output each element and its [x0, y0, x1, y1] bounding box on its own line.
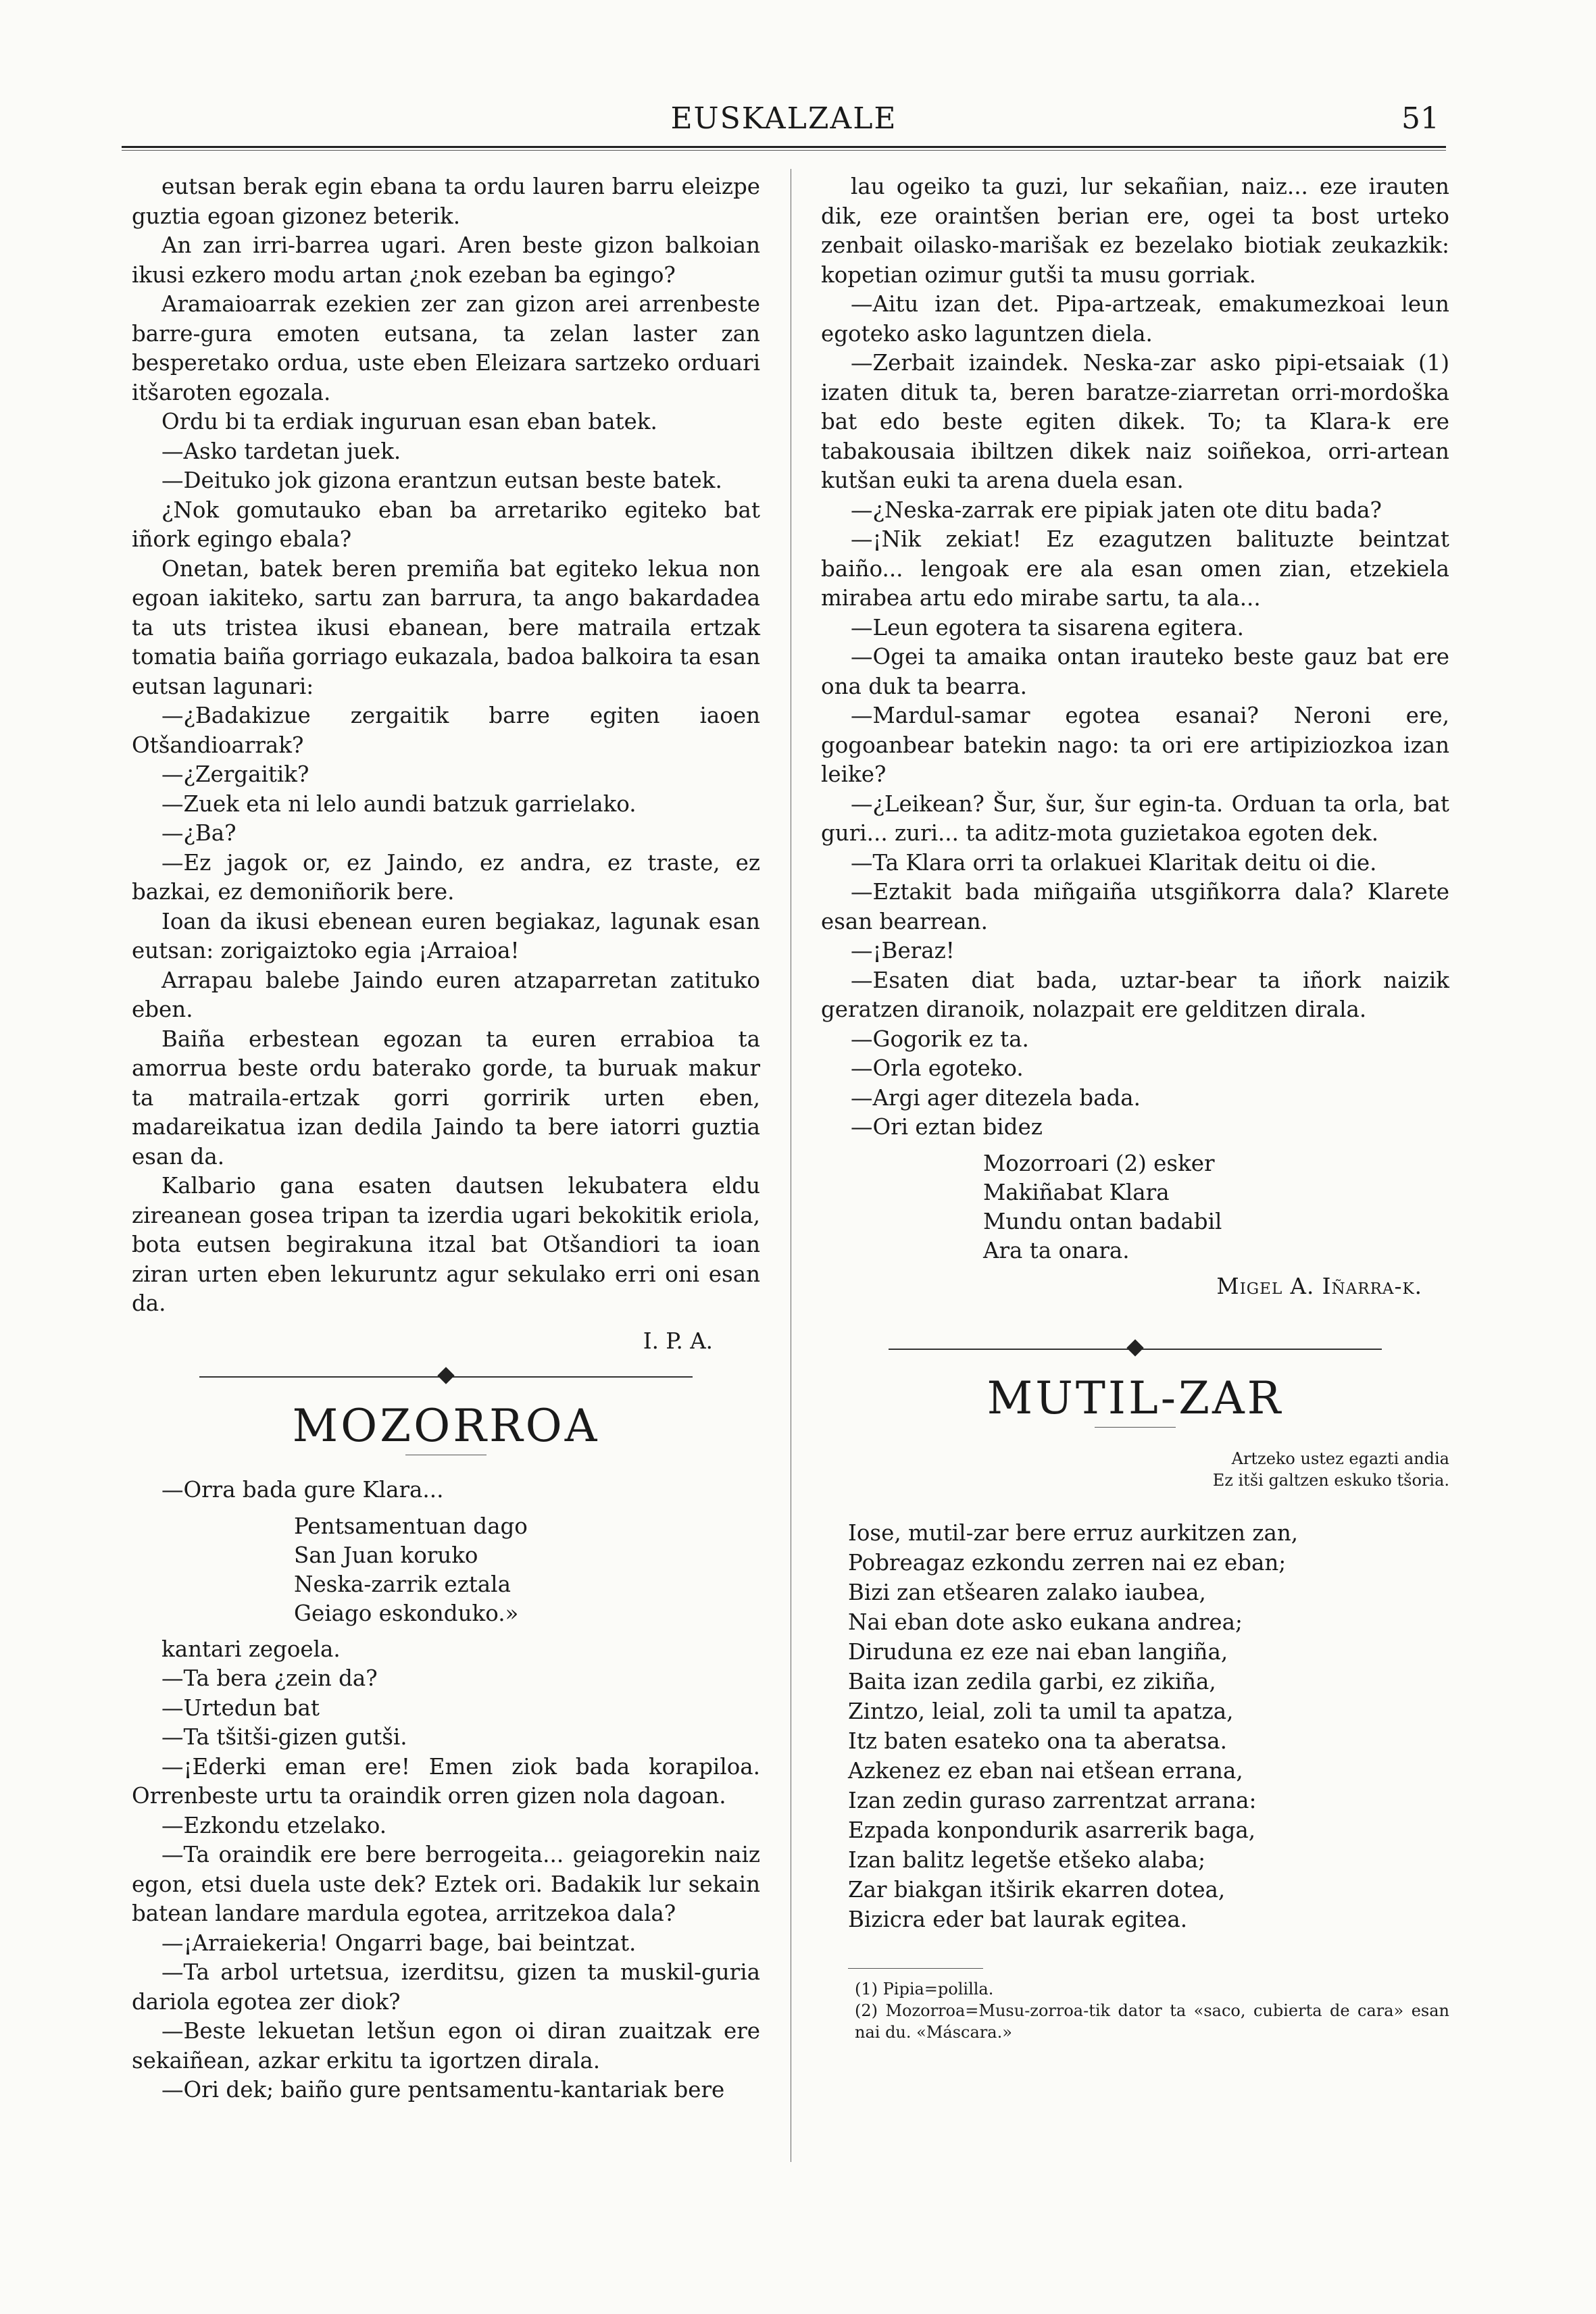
paragraph: Onetan, batek beren premiña bat egiteko lekua non egoan iakiteko, sartu zan barrura, ta ango bakardadea ta uts tristea ikusi ebanean, bere matraila ertzak tomatia baiña gorriago eukazala, badoa balkoira ta esan eutsan lagunari: [132, 555, 760, 699]
verse-line: Makiñabat Klara [983, 1179, 1170, 1205]
paragraph: Arrapau balebe Jaindo euren atzaparretan zatituko eben. [132, 967, 760, 1022]
paragraph: —Asko tardetan juek. [161, 438, 401, 464]
paragraph: —¿Leikean? Šur, šur, šur egin-ta. Orduan ta orla, bat guri... zuri... ta aditz-mota guzietakoa egoten dek. [821, 790, 1449, 846]
poem-line: Izan balitz legetše etšeko alaba; [848, 1847, 1206, 1873]
poem-line: Zar biakgan itširik ekarren dotea, [848, 1877, 1226, 1903]
paragraph: —Ori eztan bidez [851, 1114, 1043, 1140]
poem-line: Diruduna ez eze nai eban langiña, [848, 1639, 1228, 1665]
paragraph: —Leun egotera ta sisarena egitera. [851, 614, 1244, 640]
epigraph-line: Artzeko ustez egazti andia [1231, 1449, 1449, 1468]
paragraph: Baiña erbestean egozan ta euren errabioa ta amorrua beste ordu baterako gorde, ta buruak makur ta matraila-ertzak gorri gorririk urten eben, madareikatua izan dedila Jaindo ta bere iatorri guztia esan da. [132, 1026, 760, 1169]
paragraph: Ioan da ikusi ebenean euren begiakaz, lagunak esan eutsan: zorigaiztoko egia ¡Arraioa! [132, 908, 760, 963]
paragraph: —Esaten diat bada, uztar-bear ta iñork naizik geratzen diranoik, nolazpait ere gelditzen dirala. [821, 967, 1449, 1022]
paragraph: An zan irri-barrea ugari. Aren beste gizon balkoian ikusi ezkero modu artan ¿nok ezeban ba egingo? [132, 232, 760, 288]
left-paragraphs-before [132, 172, 760, 1319]
paragraph: Kalbario gana esaten dautsen lekubatera eldu zireanean gosea tripan ta izerdia ugari bekokitik eriola, bota eutsen begirakuna itzal bat Otšandiori ta ioan ziran urten eben lekuruntz agur sekulako erri oni esan da. [132, 1173, 760, 1316]
title-underline-2 [1095, 1427, 1176, 1428]
section-ornament-2 [821, 1328, 1449, 1369]
right-column [821, 172, 1449, 2043]
left-verse [294, 1512, 760, 1628]
poem-line: Zintzo, leial, zoli ta umil ta apatza, [848, 1699, 1234, 1724]
poem-line: Nai eban dote asko eukana andrea; [848, 1609, 1243, 1635]
paragraph: —Ezkondu etzelako. [161, 1812, 387, 1838]
footnotes [821, 1978, 1449, 2043]
verse-line: Pentsamentuan dago [294, 1513, 528, 1539]
left-paragraphs-after [132, 1635, 760, 2105]
header-rule [122, 146, 1446, 148]
paragraph: —Ta bera ¿zein da? [161, 1665, 378, 1691]
poem-line: Izan zedin guraso zarrentzat arrana: [848, 1788, 1257, 1813]
section-ornament [132, 1356, 760, 1397]
paragraph: —Ta oraindik ere bere berrogeita... geiagorekin naiz egon, etsi duela uste dek? Eztek ori. Badakik lur sekain batean landare mardula egotea, arritzekoa dala? [132, 1842, 760, 1926]
footnote: (2) Mozorroa=Musu-zorroa-tik dator ta «saco, cubierta de cara» esan nai du. «Máscara.» [855, 2001, 1449, 2042]
header-rule-thin [122, 150, 1446, 151]
paragraph: —¡Nik zekiat! Ez ezagutzen balituzte beintzat baiño... lengoak ere ala esan omen zian, etzekiela mirabea artu edo mirabe sartu, ta ala... [821, 526, 1449, 611]
paragraph: Ordu bi ta erdiak inguruan esan eban batek. [161, 409, 657, 434]
epigraph-line: Ez itši galtzen eskuko tšoria. [1212, 1471, 1449, 1490]
poem-line: Azkenez ez eban nai etšean errana, [848, 1758, 1243, 1784]
right-verse [983, 1149, 1449, 1265]
paragraph: —Argi ager ditezela bada. [851, 1084, 1141, 1111]
paragraph: —Ta Klara orri ta orlakuei Klaritak deitu oi die. [851, 849, 1377, 876]
paragraph: —Orla egoteko. [851, 1055, 1024, 1081]
paragraph: —Ta tšitši-gizen gutši. [161, 1724, 407, 1750]
paragraph: —Ez jagok or, ez Jaindo, ez andra, ez traste, ez bazkai, ez demoniñorik bere. [132, 849, 760, 905]
journal-title: EUSKALZALE [670, 101, 897, 136]
paragraph: —¡Arraiekeria! Ongarri bage, bai beintzat. [161, 1930, 637, 1956]
verse-line: Neska-zarrik eztala [294, 1571, 511, 1597]
paragraph: —Gogorik ez ta. [851, 1026, 1029, 1052]
poem-line: Itz baten esateko ona ta aberatsa. [848, 1728, 1228, 1754]
poem-line: Bizicra eder bat laurak egitea. [848, 1907, 1188, 1932]
paragraph: —Ta arbol urtetsua, izerditsu, gizen ta muskil-guria dariola egotea zer diok? [132, 1959, 760, 2015]
left-column [132, 172, 760, 2105]
paragraph: —Ori dek; baiño gure pentsamentu-kantariak bere [161, 2077, 725, 2103]
paragraph: —¡Beraz! [851, 938, 955, 963]
paragraph: —Urtedun bat [161, 1694, 320, 1721]
paragraph: —Beste lekuetan letšun egon oi diran zuaitzak ere sekaiñean, azkar erkitu ta igortzen dirala. [132, 2018, 760, 2073]
paragraph: —Eztakit bada miñgaiña utsgiñkorra dala? Klarete esan bearrean. [821, 879, 1449, 934]
verse-line: Ara ta onara. [983, 1237, 1130, 1263]
poem-line: Baita izan zedila garbi, ez zikiña, [848, 1669, 1216, 1694]
footnote: (1) Pipia=polilla. [855, 1980, 994, 1998]
signature-migel: Migel A. Iñarra-k. [1216, 1273, 1422, 1299]
page-number: 51 [1401, 101, 1439, 136]
right-paragraphs [821, 172, 1449, 1142]
section-title-mutil-zar: MUTIL-ZAR [987, 1372, 1284, 1424]
verse-line: Geiago eskonduko.» [294, 1600, 519, 1626]
paragraph: —¿Zergaitik? [161, 761, 309, 787]
paragraph: kantari zegoela. [161, 1636, 341, 1662]
paragraph: —¿Neska-zarrak ere pipiak jaten ote ditu bada? [851, 497, 1382, 523]
paragraph: lau ogeiko ta guzi, lur sekañian, naiz... eze irauten dik, eze oraintšen berian ere, ogei ta bost urteko zenbait oilasko-marišak ez bezelako biotiak zeukazkik: kopetian ozimur gutši ta musu gorriak. [821, 174, 1449, 288]
paragraph: ¿Nok gomutauko eban ba arretariko egiteko bat iñork egingo ebala? [132, 497, 760, 552]
paragraph: —Mardul-samar egotea esanai? Neroni ere, gogoanbear batekin nago: ta ori ere artipiziozkoa izan leike? [821, 703, 1449, 787]
section-title-mozorroa: MOZORROA [292, 1400, 600, 1452]
poem-line: Iose, mutil-zar bere erruz aurkitzen zan, [848, 1520, 1299, 1546]
paragraph: Aramaioarrak ezekien zer zan gizon arei arrenbeste barre-gura emoten eutsana, ta zelan laster zan besperetako ordua, uste eben Eleizara sartzeko orduari itšaroten egozala. [132, 291, 760, 405]
paragraph: —Deituko jok gizona erantzun eutsan beste batek. [161, 468, 722, 493]
verse-line: Mozorroari (2) esker [983, 1150, 1215, 1176]
poem-line: Ezpada konpondurik asarrerik baga, [848, 1817, 1256, 1843]
paragraph: eutsan berak egin ebana ta ordu lauren barru eleizpe guztia egoan gizonez beterik. [132, 174, 760, 229]
mozorroa-intro: —Orra bada gure Klara... [161, 1477, 444, 1503]
signature-ipa: I. P. A. [643, 1328, 713, 1354]
verse-line: San Juan koruko [294, 1542, 478, 1568]
paragraph: —¿Ba? [161, 820, 236, 846]
poem-line: Pobreagaz ezkondu zerren nai ez eban; [848, 1550, 1287, 1576]
verse-line: Mundu ontan badabil [983, 1208, 1222, 1234]
paragraph: —¿Badakizue zergaitik barre egiten iaoen Otšandioarrak? [132, 703, 760, 758]
poem-line: Bizi zan etšearen zalako iaubea, [848, 1580, 1206, 1605]
paragraph: —Ogei ta amaika ontan irauteko beste gauz bat ere ona duk ta bearra. [821, 644, 1449, 699]
epigraph [821, 1448, 1449, 1491]
paragraph: —Zerbait izaindek. Neska-zar asko pipi-etsaiak (1) izaten dituk ta, beren baratze-ziarretan orri-mordoška bat edo beste egiten dikek. To; ta Klara-k ere tabakousaia ibiltzen dikek naiz soiñekoa, orri-artean kutšan euki ta arena duela esan. [821, 350, 1449, 493]
page-header [122, 101, 1446, 142]
paragraph: —¡Ederki eman ere! Emen ziok bada korapiloa. Orrenbeste urtu ta oraindik orren gizen nola dagoan. [132, 1753, 760, 1809]
footnote-rule [848, 1968, 983, 1969]
poem [848, 1518, 1449, 1934]
paragraph: —Zuek eta ni lelo aundi batzuk garrielako. [161, 790, 637, 817]
paragraph: —Aitu izan det. Pipa-artzeak, emakumezkoai leun egoteko asko laguntzen diela. [821, 291, 1449, 347]
